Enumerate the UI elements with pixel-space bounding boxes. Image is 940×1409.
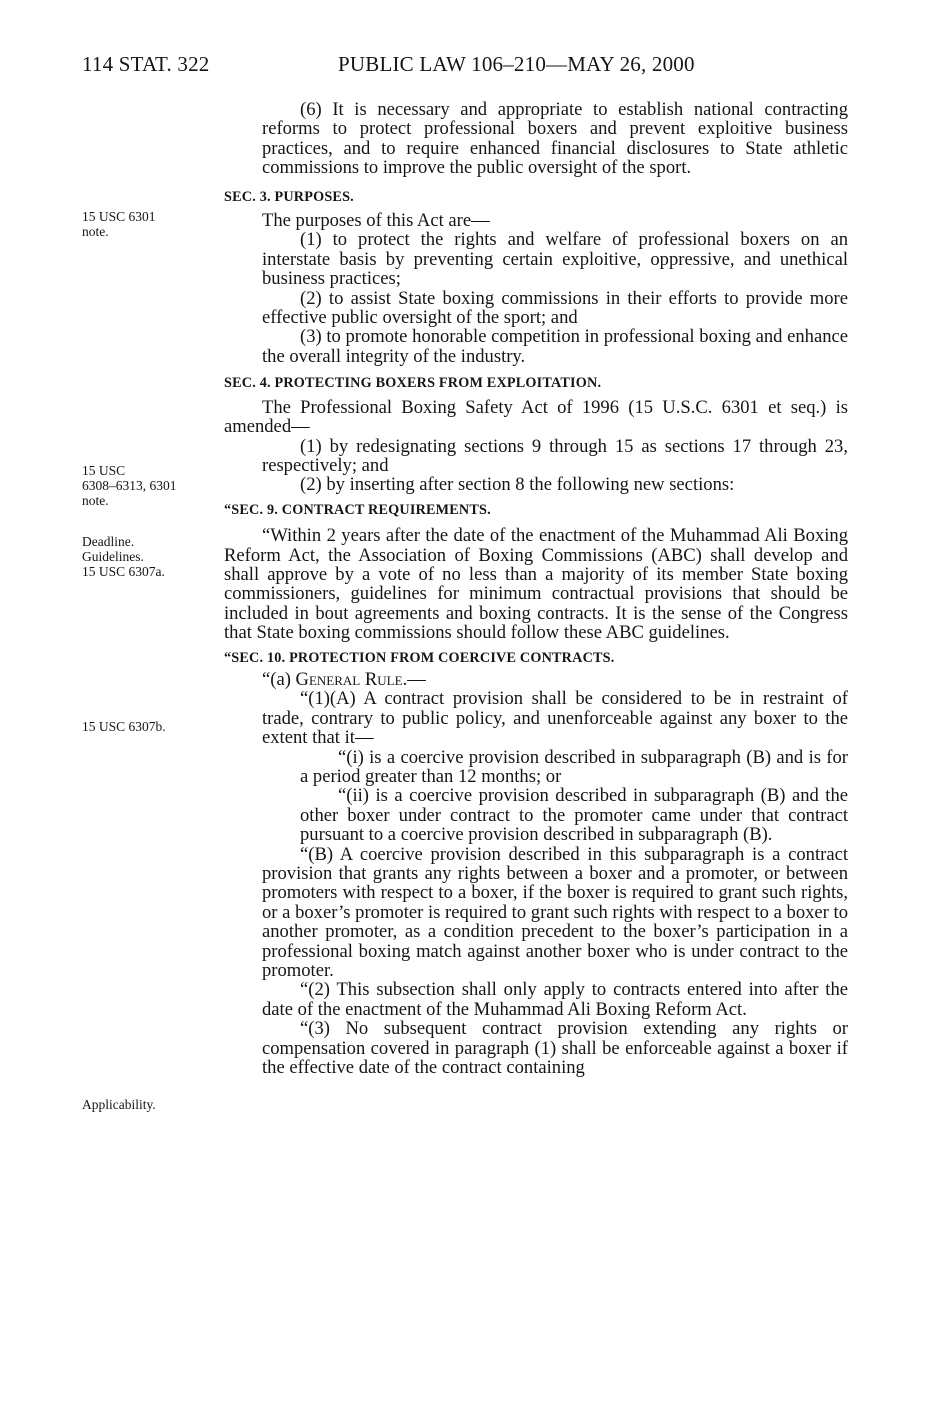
section-3-heading: SEC. 3. PURPOSES. xyxy=(224,188,354,205)
section-9-text: “Within 2 years after the date of the enactment of the Muhammad Ali Boxing Reform Act, the Association of Boxing Commissions (ABC) shall develop and shall approve by a vote of no less than a majority of its member State boxing commissioners, guidelines for minimum contractual provisions that should be included in bout agreements and boxing contracts. It is the sense of the Congress that State boxing commissions should follow these ABC guidelines. xyxy=(224,525,848,644)
margin-note-applicability: Applicability. xyxy=(82,1097,156,1112)
paragraph-1A: “(1)(A) A contract provision shall be considered to be in restraint of trade, contrary to public policy, and unenforceable against any boxer to the extent that it— xyxy=(262,688,848,749)
section-3-item-3: (3) to promote honorable competition in professional boxing and enhance the overall integrity of the industry. xyxy=(262,326,848,367)
section-4-item-2: (2) by inserting after section 8 the following new sections: xyxy=(300,474,735,496)
body-text xyxy=(224,100,848,1078)
margin-note-sec4: 15 USC 6308–6313, 6301 note. xyxy=(82,463,177,508)
paragraph-3: “(3) No subsequent contract provision extending any rights or compensation covered in paragraph (1) shall be enforceable against a boxer if the effective date of the contract containing xyxy=(262,1018,848,1079)
section-9-heading: “SEC. 9. CONTRACT REQUIREMENTS. xyxy=(224,501,491,518)
running-header: PUBLIC LAW 106–210—MAY 26, 2000 xyxy=(338,52,695,76)
margin-note-sec9: Deadline. Guidelines. 15 USC 6307a. xyxy=(82,534,165,579)
section-3-intro: The purposes of this Act are— xyxy=(262,210,490,232)
subparagraph-B: “(B) A coercive provision described in this subparagraph is a contract provision that grants any rights between a boxer and a promoter, or between promoters with respect to a boxer, if the boxer is required to grant such rights, or a boxer’s promoter is required to grant such rights with respect to a boxer to another promoter, as a condition precedent to the boxer’s participation in a professional boxing match against another boxer who is under contract to the promoter. xyxy=(262,843,848,982)
section-4-heading: SEC. 4. PROTECTING BOXERS FROM EXPLOITATION. xyxy=(224,375,602,392)
margin-note-sec3: 15 USC 6301 note. xyxy=(82,209,156,239)
section-10-heading: “SEC. 10. PROTECTION FROM COERCIVE CONTRACTS. xyxy=(224,649,615,666)
statute-page-number: 114 STAT. 322 xyxy=(82,52,210,76)
section-3-item-1: (1) to protect the rights and welfare of professional boxers on an interstate basis by preventing certain exploitive, oppressive, and unethical business practices; xyxy=(262,229,848,290)
section-3-item-2: (2) to assist State boxing commissions in their efforts to provide more effective public oversight of the sport; and xyxy=(262,287,848,329)
section-4-item-1: (1) by redesignating sections 9 through 15 as sections 17 through 23, respectively; and xyxy=(262,435,848,476)
subsection-a-heading: “(a) General Rule.— xyxy=(262,668,426,690)
clause-ii: “(ii) is a coercive provision described in subparagraph (B) and the other boxer under contract to the promoter came under that contract pursuant to a coercive provision described in subparagraph (B). xyxy=(300,785,848,846)
paragraph-2: “(2) This subsection shall only apply to contracts entered into after the date of the enactment of the Muhammad Ali Boxing Reform Act. xyxy=(262,979,848,1020)
section-4-intro: The Professional Boxing Safety Act of 1996 (15 U.S.C. 6301 et seq.) is amended— xyxy=(224,396,848,438)
finding-6: (6) It is necessary and appropriate to establish national contracting reforms to protect professional boxers and prevent exploitive business practices, and to require enhanced financial disclosures to State athletic commissions to improve the public oversight of the sport. xyxy=(262,99,848,179)
margin-note-sec10: 15 USC 6307b. xyxy=(82,719,166,734)
clause-i: “(i) is a coercive provision described in subparagraph (B) and is for a period greater than 12 months; or xyxy=(300,746,848,787)
